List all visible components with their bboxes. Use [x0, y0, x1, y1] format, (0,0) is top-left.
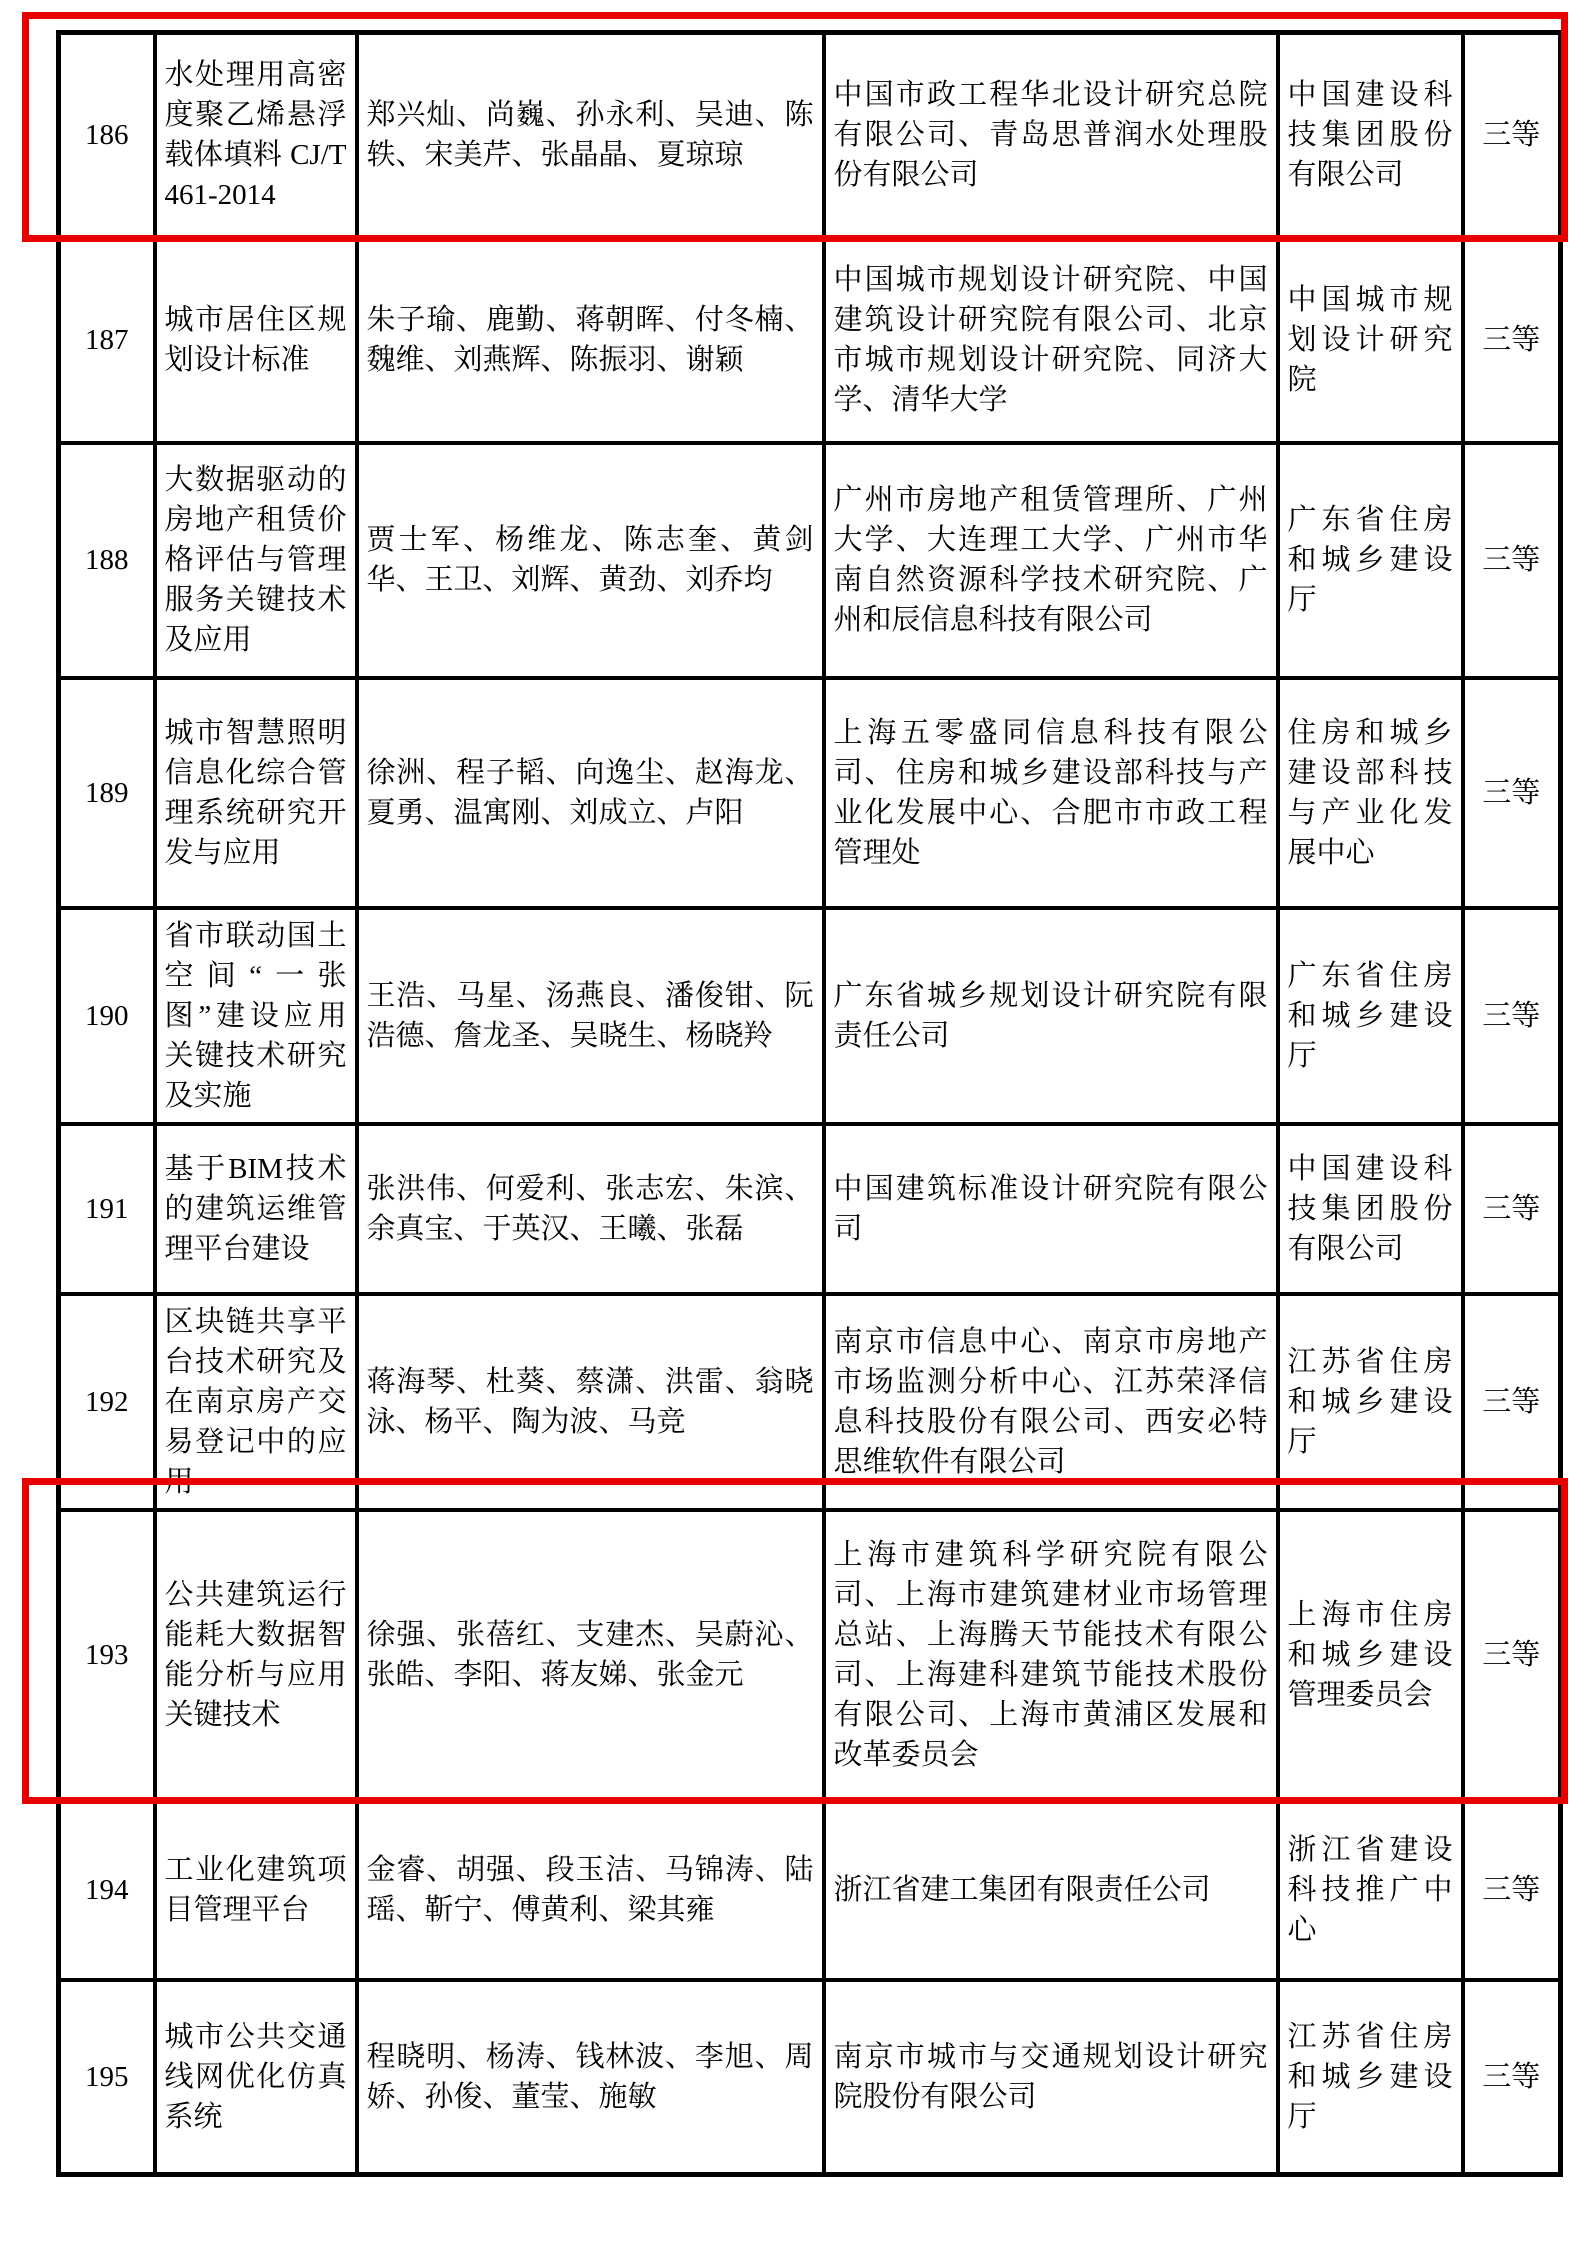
grade-cell: 三等 — [1463, 33, 1561, 238]
organizations-cell: 上海市建筑科学研究院有限公司、上海市建筑建材业市场管理总站、上海腾天节能技术有限公司、上海建科建筑节能技术股份有限公司、上海市黄浦区发展和改革委员会 — [824, 1510, 1278, 1800]
project-title-cell: 区块链共享平台技术研究及在南京房产交易登记中的应用 — [155, 1294, 357, 1510]
serial-cell: 188 — [59, 443, 155, 678]
serial-cell: 186 — [59, 33, 155, 238]
award-row — [59, 443, 1561, 678]
award-row — [59, 1510, 1561, 1800]
recommender-cell: 广东省住房和城乡建设厅 — [1278, 443, 1463, 678]
grade-cell: 三等 — [1463, 238, 1561, 443]
organizations-cell: 南京市城市与交通规划设计研究院股份有限公司 — [824, 1980, 1278, 2175]
contributors-cell: 徐强、张蓓红、支建杰、吴蔚沁、张皓、李阳、蒋友娣、张金元 — [357, 1510, 824, 1800]
grade-cell: 三等 — [1463, 443, 1561, 678]
contributors-cell: 金睿、胡强、段玉洁、马锦涛、陆瑶、靳宁、傅黄利、梁其雍 — [357, 1800, 824, 1980]
serial-cell: 189 — [59, 678, 155, 908]
serial-cell: 192 — [59, 1294, 155, 1510]
organizations-cell: 中国市政工程华北设计研究总院有限公司、青岛思普润水处理股份有限公司 — [824, 33, 1278, 238]
organizations-cell: 浙江省建工集团有限责任公司 — [824, 1800, 1278, 1980]
grade-cell: 三等 — [1463, 1980, 1561, 2175]
grade-cell: 三等 — [1463, 1510, 1561, 1800]
serial-cell: 193 — [59, 1510, 155, 1800]
project-title-cell: 城市居住区规划设计标准 — [155, 238, 357, 443]
project-title-cell: 城市公共交通线网优化仿真系统 — [155, 1980, 357, 2175]
award-row — [59, 1124, 1561, 1294]
recommender-cell: 中国城市规划设计研究院 — [1278, 238, 1463, 443]
serial-cell: 195 — [59, 1980, 155, 2175]
award-row — [59, 1294, 1561, 1510]
recommender-cell: 中国建设科技集团股份有限公司 — [1278, 33, 1463, 238]
grade-cell: 三等 — [1463, 678, 1561, 908]
project-title-cell: 省市联动国土空间“一张图”建设应用关键技术研究及实施 — [155, 908, 357, 1124]
project-title-cell: 公共建筑运行能耗大数据智能分析与应用关键技术 — [155, 1510, 357, 1800]
recommender-cell: 上海市住房和城乡建设管理委员会 — [1278, 1510, 1463, 1800]
grade-cell: 三等 — [1463, 908, 1561, 1124]
recommender-cell: 中国建设科技集团股份有限公司 — [1278, 1124, 1463, 1294]
recommender-cell: 广东省住房和城乡建设厅 — [1278, 908, 1463, 1124]
project-title-cell: 大数据驱动的房地产租赁价格评估与管理服务关键技术及应用 — [155, 443, 357, 678]
organizations-cell: 广东省城乡规划设计研究院有限责任公司 — [824, 908, 1278, 1124]
award-row — [59, 33, 1561, 238]
project-title-cell: 水处理用高密度聚乙烯悬浮载体填料 CJ/T461-2014 — [155, 33, 357, 238]
organizations-cell: 中国城市规划设计研究院、中国建筑设计研究院有限公司、北京市城市规划设计研究院、同济大学、清华大学 — [824, 238, 1278, 443]
award-row — [59, 1800, 1561, 1980]
project-title-cell: 城市智慧照明信息化综合管理系统研究开发与应用 — [155, 678, 357, 908]
serial-cell: 187 — [59, 238, 155, 443]
award-row — [59, 238, 1561, 443]
organizations-cell: 上海五零盛同信息科技有限公司、住房和城乡建设部科技与产业化发展中心、合肥市市政工程管理处 — [824, 678, 1278, 908]
grade-cell: 三等 — [1463, 1294, 1561, 1510]
organizations-cell: 中国建筑标准设计研究院有限公司 — [824, 1124, 1278, 1294]
contributors-cell: 郑兴灿、尚巍、孙永利、吴迪、陈轶、宋美芹、张晶晶、夏琼琼 — [357, 33, 824, 238]
serial-cell: 191 — [59, 1124, 155, 1294]
contributors-cell: 程晓明、杨涛、钱林波、李旭、周娇、孙俊、董莹、施敏 — [357, 1980, 824, 2175]
award-row — [59, 1980, 1561, 2175]
awards-table — [56, 30, 1563, 2177]
recommender-cell: 江苏省住房和城乡建设厅 — [1278, 1294, 1463, 1510]
recommender-cell: 江苏省住房和城乡建设厅 — [1278, 1980, 1463, 2175]
contributors-cell: 张洪伟、何爱利、张志宏、朱滨、余真宝、于英汉、王曦、张磊 — [357, 1124, 824, 1294]
recommender-cell: 住房和城乡建设部科技与产业化发展中心 — [1278, 678, 1463, 908]
organizations-cell: 南京市信息中心、南京市房地产市场监测分析中心、江苏荣泽信息科技股份有限公司、西安必特思维软件有限公司 — [824, 1294, 1278, 1510]
serial-cell: 194 — [59, 1800, 155, 1980]
grade-cell: 三等 — [1463, 1800, 1561, 1980]
contributors-cell: 徐洲、程子韬、向逸尘、赵海龙、夏勇、温寓刚、刘成立、卢阳 — [357, 678, 824, 908]
grade-cell: 三等 — [1463, 1124, 1561, 1294]
serial-cell: 190 — [59, 908, 155, 1124]
award-row — [59, 678, 1561, 908]
organizations-cell: 广州市房地产租赁管理所、广州大学、大连理工大学、广州市华南自然资源科学技术研究院、广州和辰信息科技有限公司 — [824, 443, 1278, 678]
project-title-cell: 工业化建筑项目管理平台 — [155, 1800, 357, 1980]
recommender-cell: 浙江省建设科技推广中心 — [1278, 1800, 1463, 1980]
award-row — [59, 908, 1561, 1124]
contributors-cell: 朱子瑜、鹿勤、蒋朝晖、付冬楠、魏维、刘燕辉、陈振羽、谢颖 — [357, 238, 824, 443]
contributors-cell: 王浩、马星、汤燕良、潘俊钳、阮浩德、詹龙圣、吴晓生、杨晓羚 — [357, 908, 824, 1124]
contributors-cell: 蒋海琴、杜葵、蔡潇、洪雷、翁晓泳、杨平、陶为波、马竞 — [357, 1294, 824, 1510]
project-title-cell: 基于BIM技术的建筑运维管理平台建设 — [155, 1124, 357, 1294]
contributors-cell: 贾士军、杨维龙、陈志奎、黄剑华、王卫、刘辉、黄劲、刘乔均 — [357, 443, 824, 678]
